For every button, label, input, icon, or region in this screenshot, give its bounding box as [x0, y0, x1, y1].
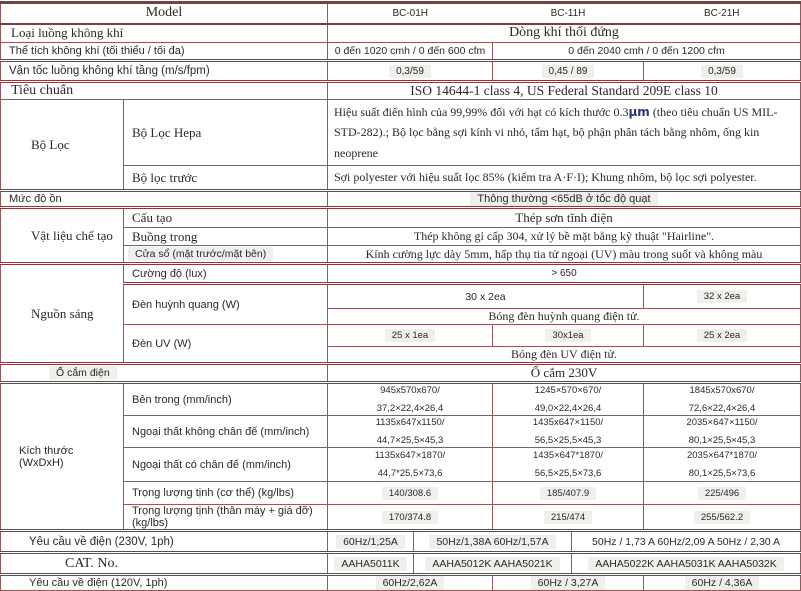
air-velocity-value-2: 0,45 / 89 [493, 61, 644, 82]
row-airflow-type [1, 24, 801, 43]
dim-no-stand-value-2: 1435x647×1150/ 56,5×25,5×45,3 [493, 416, 644, 448]
row-hepa-filter [1, 100, 801, 166]
dim-no-stand-value-3: 2035×647×1150/ 80,1×25,5×45,3 [644, 416, 801, 448]
net-weight-stand-label: Trọng lượng tịnh (thân máy + giá đỡ) (kg/lbs) [124, 505, 328, 531]
cat-no-values [328, 553, 801, 575]
material-window-label: Cửa sổ (mặt trước/mặt bên) [124, 246, 328, 264]
uv-value-1: 25 x 1ea [328, 325, 493, 347]
row-noise [1, 191, 801, 208]
dimensions-group-label: Kích thước (WxDxH) [1, 383, 124, 531]
fluorescent-note: Bóng đèn huỳnh quang điện tử. [328, 309, 801, 325]
row-light-intensity [1, 264, 801, 284]
net-weight-body-value-3: 225/496 [644, 482, 801, 505]
noise-value: Thông thường <65dB ở tốc độ quạt [328, 191, 801, 208]
hepa-filter-description: Hiệu suất điển hình của 99,99% đối với hạt có kích thước 0.3µm (theo tiêu chuẩn US MIL-STD-282).; Bộ lọc bằng sợi kính vi nhỏ, tấm hạt, bộ phận phân tách bằng nhôm, ống kin neoprene [328, 100, 801, 166]
cat-no-value-1: AAHA5011K [328, 554, 413, 573]
power-120v-label: Yêu cầu về điện (120V, 1ph) [1, 575, 328, 591]
dim-stand-label: Ngoại thất có chân đế (mm/inch) [124, 448, 328, 482]
airflow-type-label: Loại luồng không khí [1, 24, 328, 43]
net-weight-body-label: Trọng lượng tịnh (cơ thể) (kg/lbs) [124, 482, 328, 505]
power-120v-value-2: 60Hz / 3,27A [493, 575, 644, 591]
model-label: Model [1, 3, 328, 24]
row-dim-inner [1, 383, 801, 416]
power-120v-value-1: 60Hz/2,62A [328, 575, 493, 591]
dim-no-stand-label: Ngoại thất không chân đế (mm/inch) [124, 416, 328, 448]
spec-table [0, 1, 801, 591]
model-value-bc-11h: BC-11H [493, 3, 644, 24]
material-chamber-label: Buồng trong [124, 228, 328, 246]
row-power-230v [1, 531, 801, 553]
dim-inner-label: Bên trong (mm/inch) [124, 383, 328, 416]
hepa-filter-label: Bộ Lọc Hepa [124, 100, 328, 166]
row-model [1, 3, 801, 24]
net-weight-stand-value-3: 255/562.2 [644, 505, 801, 531]
dim-stand-value-3: 2035×647*1870/ 80,1×25,5×73,6 [644, 448, 801, 482]
airflow-type-value: Dòng khí thổi đứng [328, 24, 801, 43]
dim-inner-value-2: 1245×570×670/ 49,0×22,4×26,4 [493, 383, 644, 416]
material-structure-label: Cấu tạo [124, 208, 328, 228]
model-value-bc-21h: BC-21H [644, 3, 801, 24]
net-weight-body-value-1: 140/308.6 [328, 482, 493, 505]
cat-no-value-2: AAHA5012K AAHA5021K [413, 554, 571, 573]
uv-value-2: 30x1ea [493, 325, 644, 347]
light-intensity-label: Cường độ (lux) [124, 264, 328, 284]
row-cat-no [1, 553, 801, 575]
fluorescent-label: Đèn huỳnh quang (W) [124, 284, 328, 325]
row-power-120v [1, 575, 801, 591]
pre-filter-label: Bộ lọc trước [124, 166, 328, 191]
model-value-bc-01h: BC-01H [328, 3, 493, 24]
air-velocity-value-1: 0,3/59 [328, 61, 493, 82]
cat-no-value-3: AAHA5022K AAHA5031K AAHA5032K [571, 554, 800, 573]
row-socket [1, 364, 801, 383]
row-material-structure [1, 208, 801, 228]
net-weight-body-value-2: 185/407.9 [493, 482, 644, 505]
pre-filter-description: Sợi polyester với hiệu suất lọc 85% (kiểm tra A·F·I); Khung nhôm, bộ lọc sợi polyester. [328, 166, 801, 191]
cat-no-label: CAT. No. [1, 553, 328, 575]
noise-label: Mức độ ồn [1, 191, 328, 208]
material-group-label: Vật liệu chế tạo [1, 208, 124, 264]
power-230v-value-1: 60Hz/1,25A [328, 532, 413, 551]
dim-no-stand-value-1: 1135x647x1150/ 44,7×25,5×45,3 [328, 416, 493, 448]
air-volume-value-1: 0 đến 1020 cmh / 0 đến 600 cfm [328, 43, 493, 61]
light-intensity-value: > 650 [328, 264, 801, 284]
power-230v-label: Yêu cầu về điện (230V, 1ph) [1, 531, 328, 553]
uv-note: Bóng đèn UV điện tử. [328, 347, 801, 364]
power-230v-value-3: 50Hz / 1,73 A 60Hz/2,09 A 50Hz / 2,30 A [571, 532, 800, 551]
material-window-value: Kính cường lực dày 5mm, hấp thụ tia tử ngoại (UV) màu trong suốt và không màu [328, 246, 801, 264]
material-chamber-value: Thép không gỉ cấp 304, xử lý bề mặt bằng kỹ thuật "Hairline". [328, 228, 801, 246]
socket-value: Ổ cắm 230V [328, 364, 801, 383]
fluorescent-value-3: 32 x 2ea [644, 284, 801, 309]
row-air-velocity [1, 61, 801, 82]
dim-stand-value-1: 1135x647×1870/ 44,7*25,5×73,6 [328, 448, 493, 482]
standard-label: Tiêu chuẩn [1, 82, 328, 100]
power-120v-value-3: 60Hz / 4,36A [644, 575, 801, 591]
dim-stand-value-2: 1435×647*1870/ 56,5×25,5×73,6 [493, 448, 644, 482]
row-air-volume [1, 43, 801, 61]
net-weight-stand-value-2: 215/474 [493, 505, 644, 531]
net-weight-stand-value-1: 170/374.8 [328, 505, 493, 531]
uv-value-3: 25 x 2ea [644, 325, 801, 347]
air-velocity-value-3: 0,3/59 [644, 61, 801, 82]
power-230v-values [328, 531, 801, 553]
air-velocity-label: Vận tốc luồng không khí tầng (m/s/fpm) [1, 61, 328, 82]
spec-sheet-page [0, 1, 800, 590]
standard-value: ISO 14644-1 class 4, US Federal Standard 209E class 10 [328, 82, 801, 100]
light-group-label: Nguồn sáng [1, 264, 124, 364]
fluorescent-value-1-2: 30 x 2ea [328, 284, 644, 309]
filter-group-label: Bộ Lọc [1, 100, 124, 191]
dim-inner-value-3: 1845x570x670/ 72,6×22,4×26,4 [644, 383, 801, 416]
air-volume-label: Thể tích không khí (tối thiểu / tối đa) [1, 43, 328, 61]
row-standard [1, 82, 801, 100]
power-230v-value-2: 50Hz/1,38A 60Hz/1,57A [413, 532, 571, 551]
socket-label: Ổ cắm điện [1, 364, 328, 383]
dim-inner-value-1: 945x570x670/ 37,2×22,4×26,4 [328, 383, 493, 416]
uv-lamp-label: Đèn UV (W) [124, 325, 328, 364]
air-volume-value-2-3: 0 đến 2040 cmh / 0 đến 1200 cfm [493, 43, 801, 61]
micron-unit: µm [628, 105, 650, 119]
material-structure-value: Thép sơn tĩnh điện [328, 208, 801, 228]
